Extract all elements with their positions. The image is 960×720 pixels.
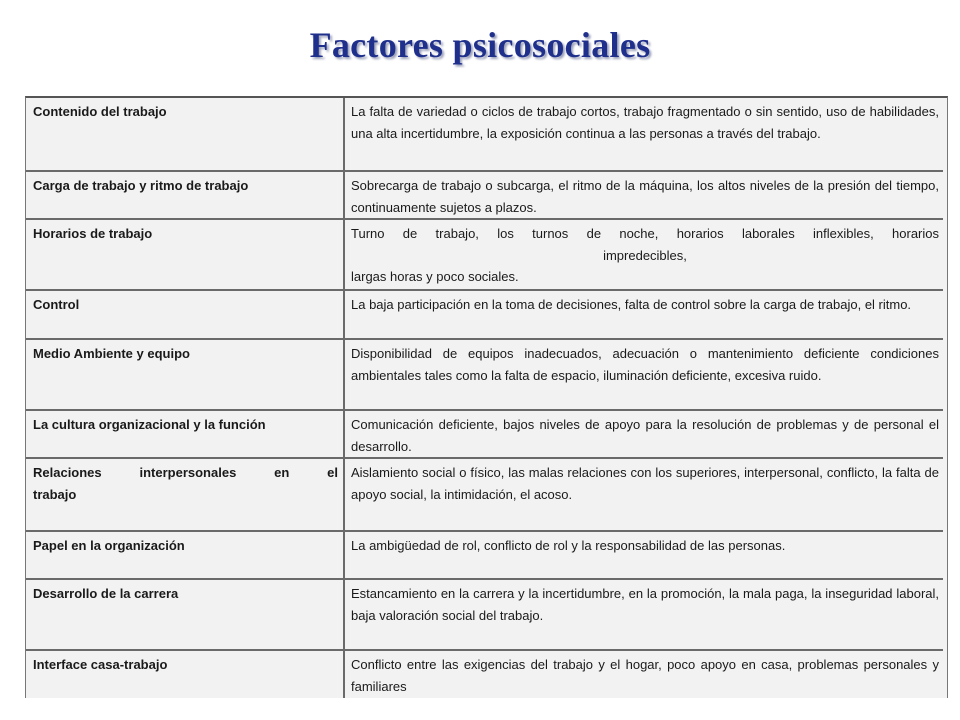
- factor-cell: Control: [26, 290, 344, 339]
- table-row: [26, 650, 943, 698]
- table-row: [26, 171, 943, 219]
- factor-cell: Desarrollo de la carrera: [26, 579, 344, 650]
- psychosocial-factors-table: [25, 96, 948, 698]
- description-cell: Disponibilidad de equipos inadecuados, adecuación o mantenimiento deficiente condiciones ambientales tales como la falta de espacio, iluminación deficiente, excesiva ruido.: [344, 339, 943, 410]
- slide-title: Factores psicosociales: [309, 25, 651, 65]
- description-cell: Comunicación deficiente, bajos niveles de apoyo para la resolución de problemas y de personal el desarrollo.: [344, 410, 943, 458]
- description-cell: La falta de variedad o ciclos de trabajo cortos, trabajo fragmentado o sin sentido, uso de habilidades, una alta incertidumbre, la exposición continua a las personas a través del trabajo.: [344, 98, 943, 171]
- table-row: [26, 339, 943, 410]
- description-cell: [344, 219, 943, 290]
- description-line: Turno de trabajo, los turnos de noche, horarios laborales inflexibles, horarios: [351, 226, 939, 241]
- table-row: [26, 579, 943, 650]
- description-cell: Estancamiento en la carrera y la incertidumbre, en la promoción, la mala paga, la inseguridad laboral, baja valoración social del trabajo.: [344, 579, 943, 650]
- table-row: [26, 290, 943, 339]
- factor-cell: Contenido del trabajo: [26, 98, 344, 171]
- description-line: impredecibles,: [603, 247, 687, 263]
- factor-cell: Medio Ambiente y equipo: [26, 339, 344, 410]
- factors-table: [26, 98, 943, 698]
- description-cell: Aislamiento social o físico, las malas relaciones con los superiores, interpersonal, conflicto, la falta de apoyo social, la intimidación, el acoso.: [344, 458, 943, 531]
- description-line: largas horas y poco sociales.: [351, 269, 519, 284]
- factor-cell: Horarios de trabajo: [26, 219, 344, 290]
- table-row: [26, 458, 943, 531]
- description-cell: Conflicto entre las exigencias del trabajo y el hogar, poco apoyo en casa, problemas personales y familiares: [351, 657, 939, 694]
- description-cell: La baja participación en la toma de decisiones, falta de control sobre la carga de trabajo, el ritmo.: [344, 290, 943, 339]
- description-cell: La ambigüedad de rol, conflicto de rol y la responsabilidad de las personas.: [344, 531, 943, 579]
- table-row: [26, 219, 943, 290]
- table-row: [26, 98, 943, 171]
- factor-cell: [26, 458, 344, 531]
- factor-line: Relaciones interpersonales en el: [33, 465, 338, 480]
- factor-cell: La cultura organizacional y la función: [26, 410, 344, 458]
- table-row: [26, 410, 943, 458]
- factor-cell: Carga de trabajo y ritmo de trabajo: [26, 171, 344, 219]
- description-cell: Sobrecarga de trabajo o subcarga, el ritmo de la máquina, los altos niveles de la presión del tiempo, continuamente sujetos a plazos.: [344, 171, 943, 219]
- factor-cell: Interface casa-trabajo: [26, 650, 344, 698]
- factor-cell: Papel en la organización: [26, 531, 344, 579]
- factor-line: trabajo: [33, 486, 77, 502]
- table-row: [26, 531, 943, 579]
